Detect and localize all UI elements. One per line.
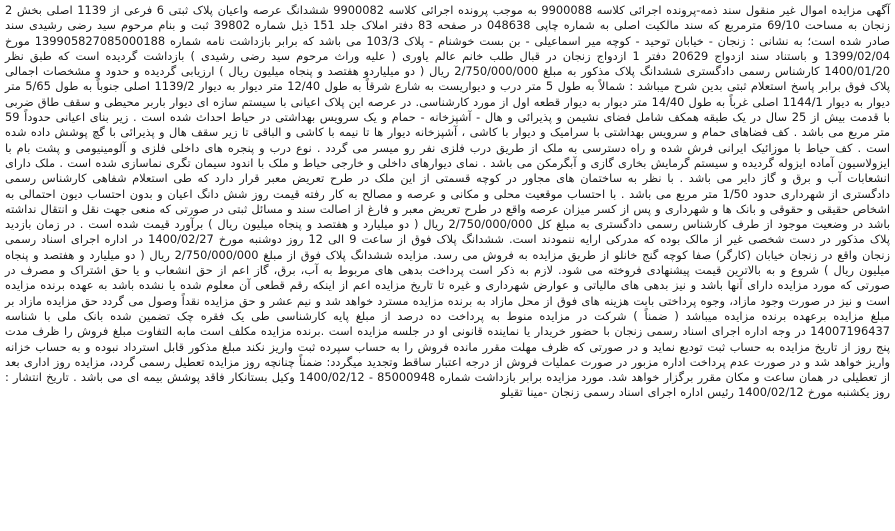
notice-body-text: آگهی مزایده اموال غیر منقول سند ذمه-پرونده اجرائی کلاسه 9900088 به موجب پرونده اجرائی کلاسه 9900082 ششدانگ عرصه واعیان پلاک ثبتی 6 فرعی از 1139 اصلی بخش 2 زنجان به مساحت 69/10 مترمربع که سند مالکیت اصلی به شماره چاپی 048638 در صفحه 83 دفتر املاک جلد 151 ذیل شماره 39802 ثبت و بنام مرحوم سید رضی رشیدی سند صادر شده است؛ به نشانی : زنجان - خیابان توحید - کوچه میر اسماعیلی - بن بست خوشنام - پلاک 103/3 می باشد که برابر بازداشت نامه شماره 139905827085000188 مورخ 1399/02/04 و باستناد سند ازدواج 20629 دفتر 1 ازدواج زنجان در قبال طلب خانم عالم یاوری ( علیه وراث مرحوم سید رضی رشیدی ) بازداشت گردیده است که طبق نظر 1400/01/20 کارشناس رسمی دادگستری ششدانگ پلاک مذکور به مبلغ 2/750/000/000 ریال ( دو میلیاردو هفتصد و پنجاه میلیون ریال ) ارزیابی گردیده و حدود و مشخصات اجمالی پلاک فوق برابر پاسخ استعلام ثبتی بدین شرح میباشد : شمالاً به طول 5 متر درب و دیواریست به شارع شرقاً به طول 12/40 متر دیوار به دیوار 1139/2 اصلی جنوباً به طول 5/65 متر دیوار به دیوار 1144/1 اصلی غرباً به طول 14/40 متر دیوار به دیوار قطعه اول از مورد کارشناسی. در عرصه این پلاک اعیانی با سیستم سازه ای دیوار باربر محیطی و سقف طاق ضربی با قدمت بیش از 25 سال در یک طبقه همکف شامل فضای نشیمن و پذیرائی و هال - آشپزخانه - حمام و یک سرویس بهداشتی در حیاط احداث شده است . زیر بنای اعیانی حدوداً 59 متر مربع می باشد . کف فضاهای حمام و سرویس بهداشتی با سرامیک و دیوار با کاشی ، آشپزخانه دیوار ها تا نیمه با کاشی و الباقی تا زیر سقف هال و پذیرائی با گچ پوشش داده شده است . کف حیاط با موزائیک ایرانی فرش شده و راه دسترسی به ملک از طریق درب فلزی نفر رو میسر می گردد . نوع درب و پنجره های داخلی فلزی و آلومینیومی و پشت بام با ایزولاسیون آماده ایزوله گردیده و سیستم گرمایش بخاری گازی و آبگرمکن می باشد . نمای دیوارهای داخلی و خارجی حیاط و ملک با اندود سیمان تگری نماسازی شده است . ملک دارای انشعابات آب و برق و گاز دایر می باشد . با نظر به ساختمان های مجاور در کوچه قسمتی از این ملک در طرح تعریض معبر قرار دارد که طی استعلام شفاهی کارشناس رسمی دادگستری از شهرداری حدود 1/50 متر مربع می باشد . با احتساب موقعیت محلی و مکانی و عرصه و مصالح به کار رفته قیمت روز شش دانگ اعیان و بدون احتساب دیون احتمالی به اشخاص حقیقی و حقوقی و بانک ها و شهرداری و پس از کسر میزان عرصه واقع در طرح تعریض معبر و فارغ از اصالت سند و مسائل ثبتی در صورتی که منعی جهت نقل و انتقال نداشته باشد در وضعیت موجود از طرف کارشناس رسمی دادگستری به مبلغ کل 2/750/000/000 ریال ( دو میلیارد و هفتصد و پنجاه میلیون ریال ) برآورد قیمت شده است . در زمان بازدید پلاک مذکور در دست شخصی غیر از مالک بوده که مدرکی ارایه ننمودند است. ششدانگ پلاک فوق از ساعت 9 الی 12 روز دوشنبه مورخ 1400/02/27 در اداره اجرای اسناد رسمی زنجان واقع در زنجان خیابان (کارگر) صفا کوچه گنج خانلو از طریق مزایده به فروش می رسد. مزایده ششدانگ پلاک فوق از مبلغ 2/750/000/000 ریال ( دو میلیارد و هفتصد و پنجاه میلیون ریال ) شروع و به بالاترین قیمت پیشنهادی فروخته می شود. لازم به ذکر است پرداخت بدهی های مربوط به آب، برق، گاز اعم از حق انشعاب و یا حق اشتراک و مصرف در صورتی که مورد مزایده دارای آنها باشد و نیز بدهی های مالیاتی و عوارض شهرداری و غیره تا تاریخ مزایده اعم از اینکه رقم قطعی آن معلوم شده یا نشده باشد به عهده برنده مزایده است و نیز در صورت وجود مازاد، وجوه پرداختی بابت هزینه های فوق از محل مازاد به برنده مزایده مسترد خواهد شد و نیم عشر و حق مزایده نقداً وصول می گردد حق مزایده مازاد بر مبلغ مزایده برعهده برنده مزایده میباشد ( ضمناً ) شرکت در مزایده منوط به پرداخت ده درصد از مبلغ پایه کارشناسی طی یک فقره چک تضمین شده بانک ملی با شناسه 14007196437 در وجه اداره اجرای اسناد رسمی زنجان با حضور خریدار یا نماینده قانونی او در جلسه مزایده است .برنده مزایده مکلف است مابه التفاوت مبلغ فروش را ظرف مدت پنج روز از تاریخ مزایده به حساب ثبت تودیع نماید و در صورتی که ظرف مهلت مقرر مانده فروش را به حساب سپرده ثبت واریز نکند مبلغ مذکور قابل استرداد نبوده و به حساب خزانه واریز خواهد شد و در صورت عدم پرداخت اداره مزبور در صورت عملیات فروش از درجه اعتبار ساقط وتجدید میگردد: ضمناً چنانچه روز مزایده تعطیل رسمی گردد، مزایده روز اداری بعد از تعطیلی در همان ساعت و مکان مقرر برگزار خواهد شد. مورد مزایده برابر بازداشت شماره 85000948 - 1400/02/12 وکیل بستانکار فاقد پوشش بیمه ای می باشد . تاریخ انتشار : روز یکشنبه مورخ 1400/02/12 رئیس اداره اجرای اسناد رسمی زنجان -مینا تقیلو: [5, 3, 891, 400]
